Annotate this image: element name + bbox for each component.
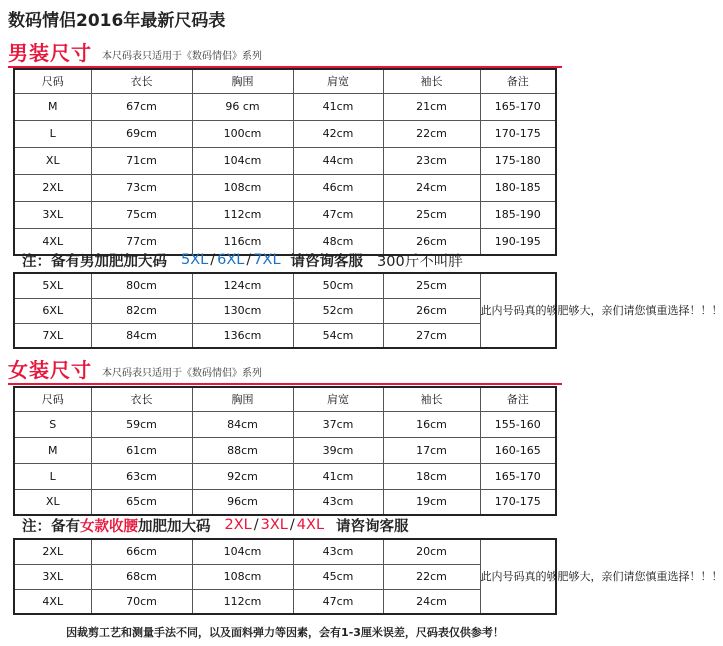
men-notice-size-7xl: 7XL [253, 252, 281, 268]
table-cell: M [14, 437, 91, 463]
table-row [14, 564, 556, 589]
table-cell: 43cm [293, 489, 383, 515]
table-cell: 100cm [192, 120, 293, 147]
table-cell: 63cm [91, 463, 192, 489]
table-cell: XL [14, 489, 91, 515]
table-cell: 4XL [14, 228, 91, 255]
table-cell: 5XL [14, 273, 91, 298]
table-cell: 108cm [192, 564, 293, 589]
table-cell: 66cm [91, 539, 192, 564]
table-cell: 170-175 [480, 120, 556, 147]
table-cell: 80cm [91, 273, 192, 298]
table-cell: 21cm [383, 93, 480, 120]
table-cell: 46cm [293, 174, 383, 201]
table-cell: 23cm [383, 147, 480, 174]
table-cell: 2XL [14, 539, 91, 564]
table-cell: L [14, 463, 91, 489]
table-cell: 59cm [91, 411, 192, 437]
table-cell: 65cm [91, 489, 192, 515]
table-cell: 22cm [383, 120, 480, 147]
table-cell: 88cm [192, 437, 293, 463]
table-header-row [14, 69, 556, 93]
table-cell: 170-175 [480, 489, 556, 515]
table-header-row [14, 387, 556, 411]
table-cell: 68cm [91, 564, 192, 589]
table-cell: 41cm [293, 93, 383, 120]
table-cell: 7XL [14, 323, 91, 348]
women-notice-separator: / [253, 517, 259, 533]
table-cell: 44cm [293, 147, 383, 174]
table-cell: 96cm [192, 489, 293, 515]
table-cell: 39cm [293, 437, 383, 463]
header-remark: 备注 [480, 387, 556, 411]
table-cell: 26cm [383, 228, 480, 255]
table-cell: 20cm [383, 539, 480, 564]
table-cell: 84cm [91, 323, 192, 348]
men-notice-size-6xl: 6XL [217, 252, 245, 268]
footer-disclaimer: 因裁剪工艺和测量手法不同，以及面料弹力等因素，会有1-3厘米误差，尺码表仅供参考！ [66, 626, 504, 639]
table-cell: XL [14, 147, 91, 174]
men-section-note: 本尺码表只适用于《数码情侣》系列 [102, 51, 262, 62]
table-cell: M [14, 93, 91, 120]
table-cell: S [14, 411, 91, 437]
table-cell: 48cm [293, 228, 383, 255]
table-cell: 77cm [91, 228, 192, 255]
table-cell: 52cm [293, 298, 383, 323]
table-row [14, 273, 556, 298]
women-notice-mid: 加肥加大码 [138, 518, 211, 535]
header-chest: 胸围 [192, 387, 293, 411]
table-cell: 130cm [192, 298, 293, 323]
women-section-title: 女装尺寸 [8, 358, 92, 382]
table-cell: 4XL [14, 589, 91, 614]
table-cell: 47cm [293, 201, 383, 228]
men-notice-separator: / [210, 252, 216, 268]
table-row [14, 120, 556, 147]
table-cell: 16cm [383, 411, 480, 437]
table-cell: 45cm [293, 564, 383, 589]
header-length: 衣长 [91, 387, 192, 411]
table-cell: 37cm [293, 411, 383, 437]
header-sleeve: 袖长 [383, 387, 480, 411]
table-cell: 70cm [91, 589, 192, 614]
table-cell: 104cm [192, 539, 293, 564]
size-warning-note: 此内号码真的够肥够大，亲们请您慎重选择！！！ [480, 273, 556, 348]
table-cell: 82cm [91, 298, 192, 323]
men-section-header [8, 40, 262, 66]
table-row [14, 437, 556, 463]
table-cell: 71cm [91, 147, 192, 174]
table-cell: 17cm [383, 437, 480, 463]
header-length: 衣长 [91, 69, 192, 93]
women-section-header [8, 357, 262, 383]
men-notice-size-5xl: 5XL [181, 252, 209, 268]
table-cell: 47cm [293, 589, 383, 614]
table-cell: 69cm [91, 120, 192, 147]
header-remark: 备注 [480, 69, 556, 93]
men-notice-separator: / [246, 252, 252, 268]
header-size: 尺码 [14, 69, 91, 93]
table-cell: 73cm [91, 174, 192, 201]
women-section-divider [8, 383, 562, 385]
table-cell: L [14, 120, 91, 147]
table-row [14, 539, 556, 564]
table-cell: 190-195 [480, 228, 556, 255]
women-notice-highlight: 女款收腰 [80, 518, 138, 535]
table-cell: 96 cm [192, 93, 293, 120]
table-cell: 25cm [383, 201, 480, 228]
table-cell: 112cm [192, 201, 293, 228]
table-cell: 92cm [192, 463, 293, 489]
table-row [14, 323, 556, 348]
table-cell: 42cm [293, 120, 383, 147]
men-notice-extra: 300斤不叫胖 [377, 253, 463, 270]
table-cell: 75cm [91, 201, 192, 228]
table-row [14, 589, 556, 614]
table-row [14, 298, 556, 323]
table-cell: 112cm [192, 589, 293, 614]
page-title: 数码情侣2016年最新尺码表 [8, 11, 226, 31]
men-notice-suffix: 请咨询客服 [290, 253, 364, 270]
header-size: 尺码 [14, 387, 91, 411]
table-cell: 18cm [383, 463, 480, 489]
table-cell: 3XL [14, 201, 91, 228]
table-cell: 160-165 [480, 437, 556, 463]
table-row [14, 174, 556, 201]
table-cell: 165-170 [480, 463, 556, 489]
table-cell: 24cm [383, 589, 480, 614]
table-cell: 175-180 [480, 147, 556, 174]
table-row [14, 411, 556, 437]
table-cell: 54cm [293, 323, 383, 348]
table-cell: 84cm [192, 411, 293, 437]
table-cell: 67cm [91, 93, 192, 120]
women-notice-size-2xl: 2XL [224, 517, 252, 533]
table-cell: 165-170 [480, 93, 556, 120]
table-cell: 43cm [293, 539, 383, 564]
table-cell: 155-160 [480, 411, 556, 437]
table-cell: 50cm [293, 273, 383, 298]
table-cell: 22cm [383, 564, 480, 589]
men-size-table [13, 68, 557, 256]
table-cell: 116cm [192, 228, 293, 255]
table-row [14, 201, 556, 228]
header-sleeve: 袖长 [383, 69, 480, 93]
men-notice [22, 250, 463, 270]
women-notice-size-4xl: 4XL [296, 517, 325, 533]
women-notice-suffix: 请咨询客服 [336, 518, 409, 535]
table-cell: 185-190 [480, 201, 556, 228]
table-cell: 124cm [192, 273, 293, 298]
women-notice-separator: / [289, 517, 295, 533]
header-chest: 胸围 [192, 69, 293, 93]
table-cell: 180-185 [480, 174, 556, 201]
table-cell: 26cm [383, 298, 480, 323]
table-cell: 108cm [192, 174, 293, 201]
table-cell: 3XL [14, 564, 91, 589]
size-warning-note: 此内号码真的够肥够大，亲们请您慎重选择！！！ [480, 539, 556, 614]
table-row [14, 489, 556, 515]
women-notice-prefix: 注：备有 [22, 518, 80, 535]
table-cell: 6XL [14, 298, 91, 323]
women-size-table [13, 386, 557, 516]
header-shoulder: 肩宽 [293, 69, 383, 93]
table-cell: 104cm [192, 147, 293, 174]
table-cell: 136cm [192, 323, 293, 348]
table-row [14, 147, 556, 174]
women-big-size-table [13, 538, 723, 615]
table-cell: 24cm [383, 174, 480, 201]
men-notice-prefix: 注：备有男加肥加大码 [22, 253, 167, 270]
table-cell: 2XL [14, 174, 91, 201]
table-row [14, 463, 556, 489]
table-cell: 27cm [383, 323, 480, 348]
header-shoulder: 肩宽 [293, 387, 383, 411]
table-cell: 61cm [91, 437, 192, 463]
men-big-size-table [13, 272, 723, 349]
women-section-note: 本尺码表只适用于《数码情侣》系列 [102, 368, 262, 379]
table-cell: 41cm [293, 463, 383, 489]
table-row [14, 93, 556, 120]
women-notice-size-3xl: 3XL [260, 517, 288, 533]
table-cell: 25cm [383, 273, 480, 298]
table-cell: 19cm [383, 489, 480, 515]
women-notice [22, 515, 409, 535]
men-section-title: 男装尺寸 [8, 41, 92, 65]
